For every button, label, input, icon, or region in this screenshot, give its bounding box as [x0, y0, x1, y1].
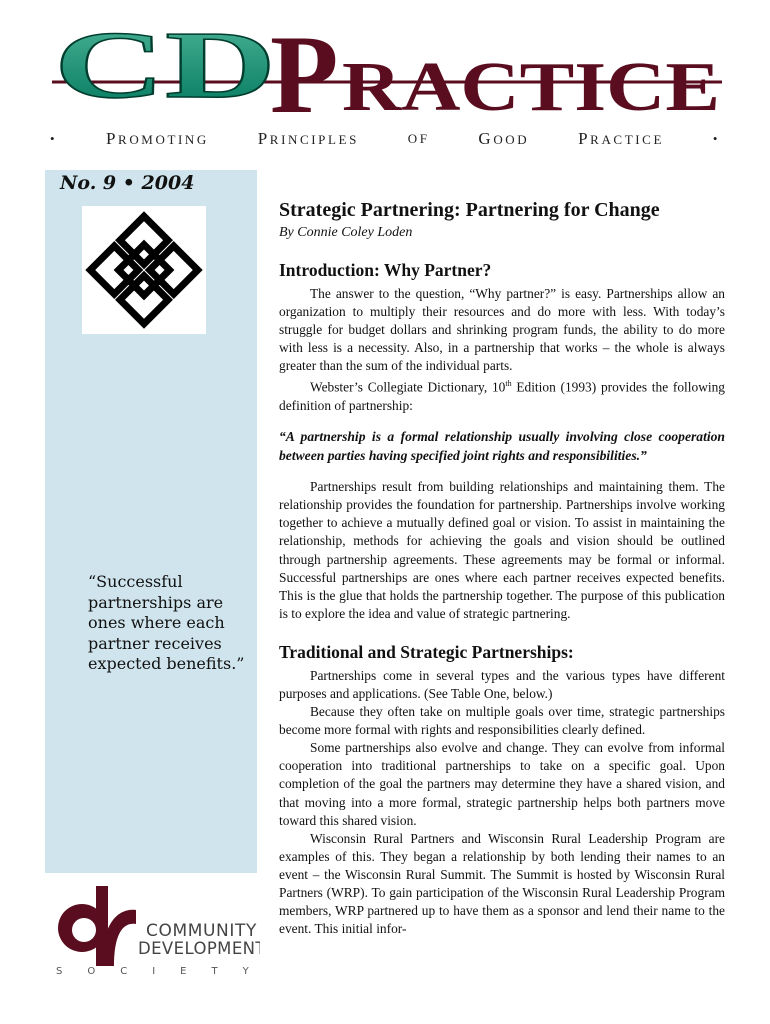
cds-logo	[50, 880, 260, 980]
section-heading-traditional-strategic: Traditional and Strategic Partnerships:	[279, 641, 574, 662]
pull-quote: “Successful partnerships are ones where each partner receives expected benefits.”	[88, 572, 245, 673]
paragraph-4: Partnerships come in several types and the various types have different purposes and applications. (See Table One, below.)	[279, 667, 725, 701]
tagline-word-3: OF	[407, 131, 430, 146]
celtic-knot-icon	[82, 206, 206, 334]
tagline-bullet-left: •	[50, 131, 58, 146]
masthead-ractice: RACTICE	[342, 49, 720, 122]
tagline-bullet-right: •	[712, 131, 720, 146]
paragraph-5: Because they often take on multiple goals over time, strategic partnerships become more formal with rights and responsibilities clearly defined.	[279, 704, 725, 738]
cds-logo-line2: DEVELOPMENT	[138, 939, 260, 958]
paragraph-1: The answer to the question, “Why partner?” is easy. Partnerships allow an organization to multiply their resources and do more with less. With today’s struggle for budget dollars and shrinking program funds, the ability to do more with less is a necessity. Also, in a partnership that works – the whole is always greater than the sum of the individual parts.	[279, 286, 725, 374]
paragraph-6: Some partnerships also evolve and change. They can evolve from informal cooperation into traditional partnerships to take on a specific goal. Upon completion of the goal the partners may determine they have a shared vision, and that moving into a more formal, strategic partnership helps both partners move toward this shared vision.	[279, 740, 725, 828]
tagline-word-4: GOOD	[478, 129, 530, 148]
issue-number: No. 9 • 2004	[60, 172, 195, 194]
masthead-cd: CD	[54, 22, 276, 118]
tagline	[50, 128, 720, 150]
paragraph-3: Partnerships result from building relationships and maintaining them. The relationship provides the foundation for partnership. Partnerships involve working together to achieve a mutually defined goal or vision. To assist in maintaining the relationship, methods for achieving the goals and vision should be outlined through partnership agreements. These agreements may be formal or informal. Successful partnerships are ones where each partner receives expected benefits. This is the glue that holds the partnership together. The purpose of this publication is to explore the idea and value of strategic partnering.	[279, 479, 725, 621]
article	[279, 198, 725, 938]
masthead-logo	[52, 22, 722, 122]
masthead	[52, 22, 722, 122]
masthead-p: P	[270, 22, 339, 122]
tagline-word-5: PRACTICE	[578, 129, 664, 148]
definition-quote: “A partnership is a formal relationship usually involving close cooperation between parties having specified joint rights and responsibilities.”	[279, 429, 725, 464]
paragraph-7: Wisconsin Rural Partners and Wisconsin Rural Leadership Program are examples of this. They began a relationship by both lending their names to an event – the Wisconsin Rural Summit. The Summit is hosted by Wisconsin Rural Partners (WRP). To gain participation of the Wisconsin Rural Leadership Program members, WRP partnered up to have them as a sponsor and lend their name to the event. This initial infor-	[279, 830, 725, 937]
tagline-word-1: PROMOTING	[105, 129, 209, 148]
article-byline: By Connie Coley Loden	[279, 225, 413, 240]
cds-logo-line1: COMMUNITY	[146, 921, 257, 941]
tagline-word-2: PRINCIPLES	[257, 129, 359, 148]
paragraph-2: Webster’s Collegiate Dictionary, 10th Edition (1993) provides the following definition of partnership:	[279, 379, 725, 414]
cds-logo-line3: SOCIETY	[56, 966, 260, 977]
article-title: Strategic Partnering: Partnering for Change	[279, 199, 660, 221]
section-heading-introduction: Introduction: Why Partner?	[279, 260, 492, 280]
